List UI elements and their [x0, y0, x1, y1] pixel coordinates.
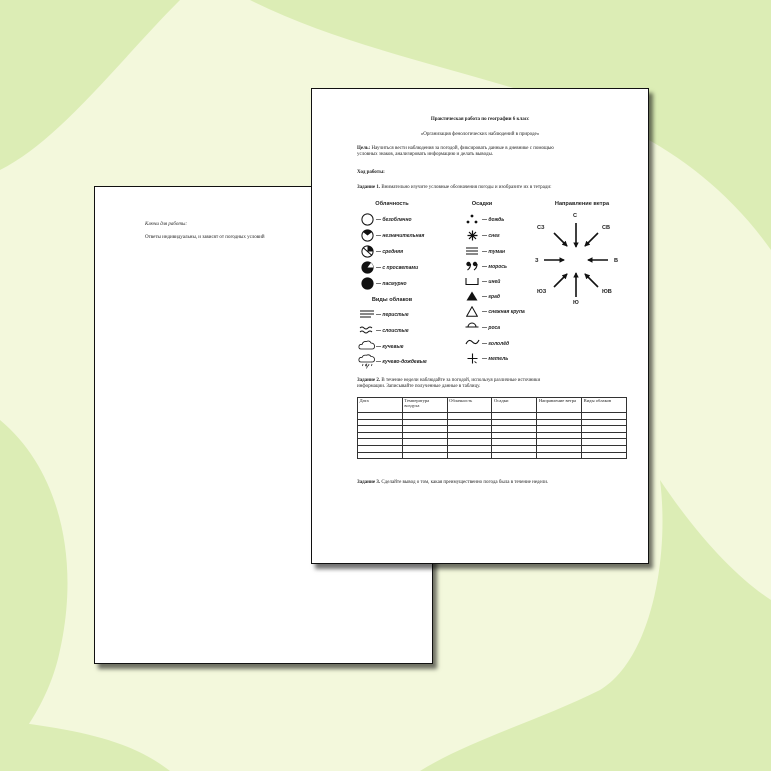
wind-title: Направление ветра [554, 201, 610, 207]
table-cell [492, 426, 537, 433]
table-cell [358, 445, 403, 452]
table-cell [537, 452, 582, 459]
wind-label-e: В [614, 258, 619, 264]
table-cell [358, 413, 403, 420]
cloudiness-label-1: — незначительная [376, 233, 425, 239]
table-row [358, 426, 627, 433]
table-cell [447, 452, 492, 459]
table-cell [358, 432, 403, 439]
wind-label-n: С [573, 213, 578, 219]
drizzle-icon [465, 261, 479, 272]
cloudiness-label-0: — безоблачно [376, 217, 412, 223]
table-cell [492, 445, 537, 452]
cloud-type-label-2: — кучевые [376, 344, 404, 350]
observation-table [357, 397, 627, 459]
precipitation-label-0: — дождь [482, 217, 505, 223]
slight-cloudiness-icon [361, 229, 374, 242]
table-cell [402, 413, 447, 420]
table-cell [537, 419, 582, 426]
table-cell [447, 432, 492, 439]
table-cell [402, 426, 447, 433]
table-cell [537, 413, 582, 420]
task3-label: Задание 3. [357, 480, 381, 485]
cumulonimbus-icon [358, 354, 376, 369]
table-cell [402, 452, 447, 459]
worksheet-title: Практическая работа по географии 6 класс [430, 117, 530, 122]
hail-icon [466, 291, 478, 301]
table-cell [492, 439, 537, 446]
table-header-date: Дата [358, 398, 403, 413]
blizzard-icon [467, 353, 478, 364]
precipitation-label-5: — град [482, 294, 500, 300]
procedure-label: Ход работы: [357, 170, 385, 175]
fog-icon [465, 246, 479, 256]
worksheet-page [311, 88, 649, 564]
dew-icon [465, 322, 479, 330]
snow-pellets-icon [466, 306, 478, 317]
table-cell [582, 426, 627, 433]
table-header-cloudiness: Облачность [447, 398, 492, 413]
cloudy-with-gaps-icon [361, 261, 374, 274]
table-cell [492, 452, 537, 459]
wind-label-w: З [535, 258, 539, 264]
goal-label: Цель: [357, 146, 371, 151]
task1-line [357, 185, 551, 191]
wind-label-se: ЮВ [602, 289, 612, 295]
table-cell [447, 439, 492, 446]
table-header-temperature: Температура воздуха [402, 398, 447, 413]
table-header-precipitation: Осадки [492, 398, 537, 413]
table-cell [358, 426, 403, 433]
precipitation-label-6: — снежная крупа [482, 309, 525, 315]
precipitation-label-9: — метель [482, 356, 509, 362]
table-cell [492, 419, 537, 426]
table-cell [537, 445, 582, 452]
precipitation-label-8: — гололёд [482, 341, 510, 347]
answer-key-heading: Ключи для работы: [145, 222, 187, 227]
cloudiness-label-3: — с просветами [376, 265, 419, 271]
table-cell [447, 419, 492, 426]
table-cell [537, 426, 582, 433]
precipitation-label-7: — роса [482, 325, 501, 331]
stratus-icon [359, 325, 375, 335]
table-cell [402, 432, 447, 439]
table-cell [582, 452, 627, 459]
table-cell [402, 419, 447, 426]
wind-label-sw: ЮЗ [537, 289, 547, 295]
table-row [358, 445, 627, 452]
precipitation-label-3: — морось [482, 264, 507, 270]
cirrus-icon [359, 309, 375, 319]
task1-text: Внимательно изучите условные обозначения погоды и изобразите их в тетради: [381, 185, 552, 190]
precipitation-title: Осадки [471, 201, 493, 207]
table-row [358, 452, 627, 459]
task2-text-2: информации. Записывайте полученные данные в таблицу. [357, 384, 481, 389]
ice-icon [465, 338, 480, 346]
table-header-row [358, 398, 627, 413]
cloud-types-title: Виды облаков [371, 297, 413, 303]
hoarfrost-icon [465, 277, 479, 286]
cloud-type-label-0: — перистые [376, 312, 409, 318]
table-cell [358, 452, 403, 459]
table-row [358, 419, 627, 426]
table-cell [447, 413, 492, 420]
table-header-cloud-types: Виды облаков [582, 398, 627, 413]
cumulus-icon [358, 339, 376, 351]
table-row [358, 413, 627, 420]
medium-cloudiness-icon [361, 245, 374, 258]
table-cell [582, 419, 627, 426]
table-cell [447, 426, 492, 433]
rain-icon [465, 214, 479, 225]
table-cell [582, 445, 627, 452]
table-row [358, 439, 627, 446]
task3-text: Сделайте вывод о том, какая преимущественно погода была в течение недели. [381, 480, 549, 485]
table-cell [358, 439, 403, 446]
overcast-icon [361, 277, 374, 290]
cloud-type-label-3: — кучево-дождевые [376, 359, 427, 365]
table-cell [492, 432, 537, 439]
precipitation-label-4: — иней [482, 279, 501, 285]
cloudiness-label-2: — средняя [376, 249, 404, 255]
table-cell [582, 432, 627, 439]
table-cell [537, 439, 582, 446]
task3-line [357, 480, 548, 486]
table-cell [582, 439, 627, 446]
table-cell [402, 439, 447, 446]
table-cell [537, 432, 582, 439]
snow-icon [467, 230, 478, 241]
cloudiness-label-4: — пасмурно [376, 281, 407, 287]
task2-text-1: В течение недели наблюдайте за погодой, используя различные источники [381, 378, 541, 383]
task1-label: Задание 1. [357, 185, 381, 190]
table-header-wind: Направление ветра [537, 398, 582, 413]
cloudiness-title: Облачность [375, 201, 409, 207]
table-cell [358, 419, 403, 426]
wind-label-ne: СВ [602, 225, 611, 231]
table-cell [582, 413, 627, 420]
goal-text-1: Научиться вести наблюдения за погодой, фиксировать данные в дневнике с помощью [371, 146, 554, 151]
worksheet-subtitle: «Организация фенологических наблюдений в природе» [420, 132, 540, 137]
task2-label: Задание 2. [357, 378, 381, 383]
cloud-type-label-1: — слоистые [376, 328, 409, 334]
table-cell [492, 413, 537, 420]
wind-label-nw: СЗ [537, 225, 545, 231]
table-row [358, 432, 627, 439]
precipitation-label-1: — снег [482, 233, 500, 239]
table-cell [447, 445, 492, 452]
goal-text-2: условных знаков, анализировать информацию и делать выводы. [357, 152, 494, 157]
answer-key-text: Ответы индивидуальны, и зависят от погодных условий [145, 235, 265, 240]
wind-label-s: Ю [573, 300, 579, 306]
table-cell [402, 445, 447, 452]
precipitation-label-2: — туман [482, 249, 505, 255]
clear-sky-icon [361, 213, 374, 226]
